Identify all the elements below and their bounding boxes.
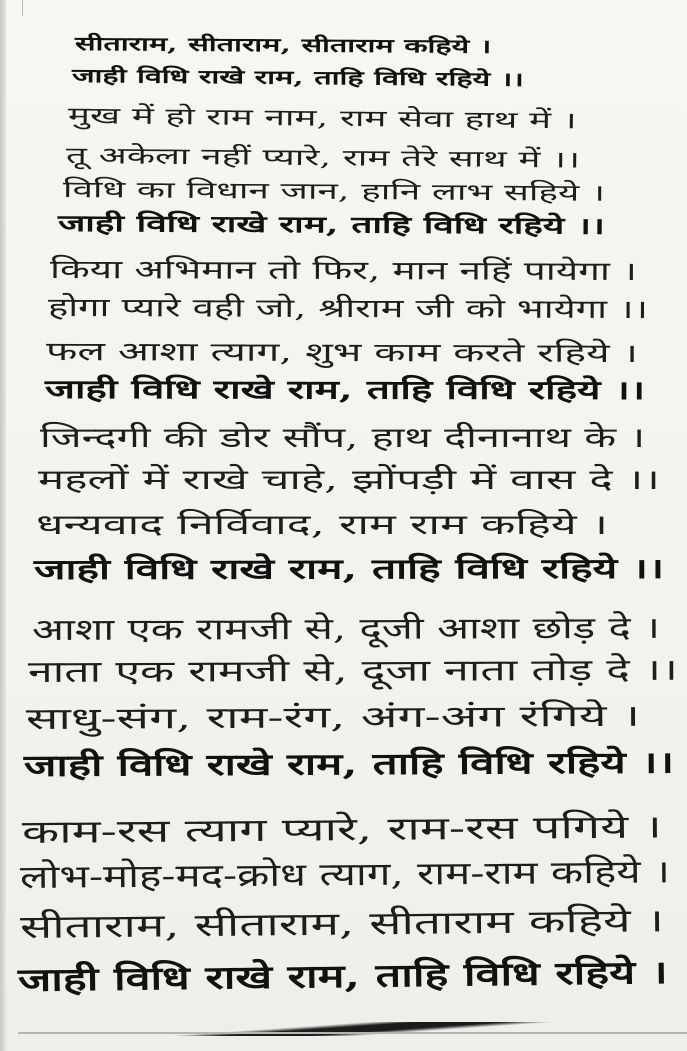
verse-line: तू अकेला नहीं प्यारे, राम तेरे साथ में ।। xyxy=(65,143,581,174)
page-corner-mark xyxy=(22,0,23,16)
bottom-rule xyxy=(18,1032,687,1034)
refrain-line: जाही विधि राखे राम, ताहि विधि रहिये । xyxy=(17,953,668,999)
verse-line: किया अभिमान तो फिर, मान नहिं पायेगा । xyxy=(49,255,637,288)
refrain-line: जाही विधि राखे राम, ताहि विधि रहिये ।। xyxy=(71,65,524,91)
book-gutter xyxy=(0,0,6,1051)
verse-line: आशा एक रामजी से, दूजी आशा छोड़ दे । xyxy=(31,610,661,648)
verse-line: नाता एक रामजी से, दूजा नाता तोड़ दे ।। xyxy=(27,652,678,690)
refrain-line: जाही विधि राखे राम, ताहि विधि रहिये ।। xyxy=(23,745,675,784)
verse-line: विधि का विधान जान, हानि लाभ सहिये । xyxy=(62,177,606,207)
verse-line: लोभ-मोह-मद-क्रोध त्याग, राम-राम कहिये । xyxy=(19,852,671,896)
verse-line: काम-रस त्याग प्यारे, राम-रस पगिये । xyxy=(21,807,663,851)
verse-line: महलों में राखे चाहे, झोंपड़ी में वास दे ।। xyxy=(38,463,660,496)
refrain-line: सीताराम, सीताराम, सीताराम कहिये । xyxy=(74,33,492,58)
verse-line: मुख में हो राम नाम, राम सेवा हाथ में । xyxy=(67,103,577,135)
verse-line: सीताराम, सीताराम, सीताराम कहिये । xyxy=(19,901,665,946)
refrain-line: जाही विधि राखे राम, ताहि विधि रहिये ।। xyxy=(44,375,646,407)
refrain-line: जाही विधि राखे राम, ताहि विधि रहिये ।। xyxy=(33,551,665,586)
verse-line: धन्यवाद निर्विवाद, राम राम कहिये । xyxy=(36,508,608,541)
verse-line: जिन्दगी की डोर सौंप, हाथ दीनानाथ के । xyxy=(40,421,646,454)
verse-line: होगा प्यारे वही जो, श्रीराम जी को भायेगा ।। xyxy=(47,293,649,326)
refrain-line: जाही विधि राखे राम, ताहि विधि रहिये ।। xyxy=(57,210,606,240)
verse-line: फल आशा त्याग, शुभ काम करते रहिये । xyxy=(45,337,639,370)
verse-line: साधु-संग, राम-रंग, अंग-अंग रंगिये । xyxy=(25,698,641,737)
